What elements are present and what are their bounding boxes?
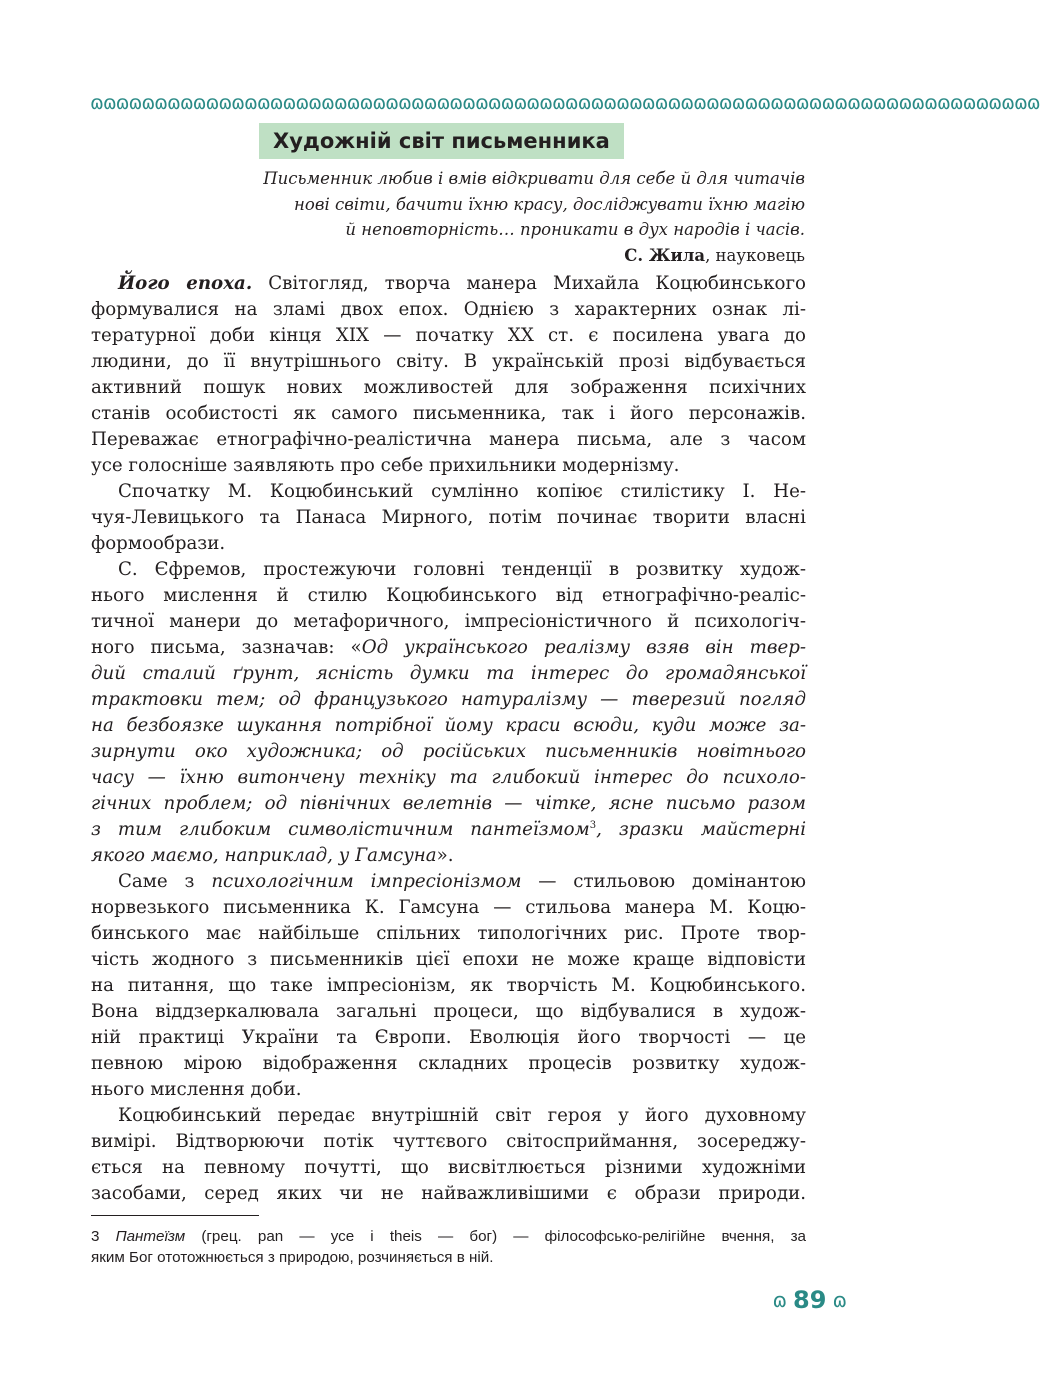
text-line: Переважає етнографічно-реалістична манера письма, але з часом bbox=[91, 429, 806, 450]
text-line: зирнути око художника; од російських письменників новітнього bbox=[91, 741, 806, 762]
epigraph-author bbox=[165, 243, 805, 269]
page-number-block bbox=[772, 1286, 847, 1314]
text-line: якого маємо, наприклад, у Гамсуна». bbox=[91, 845, 454, 866]
footnote-number: 3 bbox=[91, 1228, 116, 1245]
epigraph-author-role: , науковець bbox=[705, 245, 805, 265]
text-line: усе голосніше заявляють про себе прихильники модернізму. bbox=[91, 455, 680, 476]
footnote-ref[interactable]: 3 bbox=[589, 819, 597, 831]
text-line: на безбоязке шукання потрібної йому краси всюди, куди може за- bbox=[91, 715, 806, 736]
text-line: нього мислення доби. bbox=[91, 1079, 302, 1100]
paragraph bbox=[91, 271, 806, 479]
text-line: ного письма, зазначав: «Од українського реалізму взяв він твер- bbox=[91, 637, 806, 658]
text-line: дий сталий ґрунт, ясність думки та інтерес до громадянської bbox=[91, 663, 806, 684]
page-number: 89 bbox=[793, 1286, 827, 1314]
text-line: активний пошук нових можливостей для зображення психічних bbox=[91, 377, 806, 398]
text-line: людини, до її внутрішнього світу. В українській прозі відбувається bbox=[91, 351, 806, 372]
text-line: Саме з психологічним імпресіонізмом — стильовою домінантою bbox=[118, 871, 806, 892]
section-title: Художній світ письменника bbox=[273, 129, 610, 153]
text-line: С. Єфремов, простежуючи головні тенденції в розвитку худож- bbox=[118, 559, 806, 580]
footnote-line: яким Бог ототожнюється з природою, розчиняється в ній. bbox=[91, 1249, 494, 1266]
decorative-ornament-border: ɷɷɷɷɷɷɷɷɷɷɷɷɷɷɷɷɷɷɷɷɷɷɷɷɷɷɷɷɷɷɷɷɷɷɷɷɷɷɷɷɷɷɷɷɷɷɷɷɷɷɷɷɷɷɷɷɷɷɷɷɷɷɷɷɷɷɷɷɷɷɷɷɷɷ bbox=[90, 92, 1040, 114]
text-line: певною мірою відображення складних процесів розвитку худож- bbox=[91, 1053, 806, 1074]
ornament-right-icon: ɷ bbox=[832, 1288, 847, 1312]
text-line: бинського має найбільше спільних типологічних рис. Проте твор- bbox=[91, 923, 806, 944]
footnote-term: Пантеїзм bbox=[115, 1228, 186, 1245]
paragraph bbox=[91, 557, 806, 869]
text-line: гічних проблем; од північних велетнів — чітке, ясне письмо разом bbox=[91, 793, 806, 814]
epigraph-author-name: С. Жила bbox=[624, 245, 706, 265]
paragraph bbox=[91, 1103, 806, 1207]
text-line: станів особистості як самого письменника, так і його персонажів. bbox=[91, 403, 806, 424]
text-line: засобами, серед яких чи не найважливішими є образи природи. bbox=[91, 1183, 806, 1204]
text-line: часу — їхню витончену техніку та глибокий інтерес до психоло- bbox=[91, 767, 806, 788]
epigraph-line: й неповторність… проникати в дух народів і часів. bbox=[345, 220, 805, 239]
ornament-left-icon: ɷ bbox=[772, 1288, 788, 1312]
paragraph bbox=[91, 479, 806, 557]
paragraph-lead: Його епоха. bbox=[118, 273, 253, 294]
text-line: трактовки тем; од французького натуралізму — тверезий погляд bbox=[91, 689, 806, 710]
main-text bbox=[91, 271, 806, 1207]
text-line: ній практиці України та Європи. Еволюція його творчості — це bbox=[91, 1027, 806, 1048]
text-line: ється на певному почутті, що висвітлюється різними художніми bbox=[91, 1157, 806, 1178]
text-line: тературної доби кінця XIX — початку XX ст. є посилена увага до bbox=[91, 325, 806, 346]
epigraph bbox=[165, 166, 805, 268]
text-line: Вона віддзеркалювала загальні процеси, що відбувалися в худож- bbox=[91, 1001, 806, 1022]
text-line: чуя-Левицького та Панаса Мирного, потім починає творити власні bbox=[91, 507, 806, 528]
text-line: формообрази. bbox=[91, 533, 226, 554]
footnote-divider bbox=[91, 1215, 259, 1216]
text-line: Коцюбинський передає внутрішній світ героя у його духовному bbox=[118, 1105, 806, 1126]
text-line: формувалися на зламі двох епох. Однією з характерних ознак лі- bbox=[91, 299, 806, 320]
text-line: з тим глибоким символістичним пантеїзмом$^3$, зразки майстерні bbox=[91, 819, 807, 840]
text-line: на питання, що таке імпресіонізм, як творчість М. Коцюбинського. bbox=[91, 975, 806, 996]
text-line: норвезького письменника К. Гамсуна — стильова манера М. Коцю- bbox=[91, 897, 806, 918]
text-line: вимірі. Відтворюючи потік чуттєвого світосприймання, зосереджу- bbox=[91, 1131, 806, 1152]
footnote-line: 3 Пантеїзм (грец. pan — усе і theis — бог) — філософсько-релігійне вчення, за bbox=[91, 1228, 806, 1245]
text-line: Його епоха. Світогляд, творча манера Михайла Коцюбинського bbox=[118, 273, 806, 294]
text-line: чість жодного з письменників цієї епохи не може краще відповісти bbox=[91, 949, 806, 970]
epigraph-line: нові світи, бачити їхню красу, досліджувати їхню магію bbox=[294, 194, 805, 214]
paragraph bbox=[91, 869, 806, 1103]
epigraph-line: Письменник любив і вмів відкривати для себе й для читачів bbox=[263, 169, 805, 188]
text-line: нього мислення й стилю Коцюбинського від етнографічно-реаліс- bbox=[91, 585, 806, 606]
quote-text: Од українського реалізму взяв він твер- bbox=[361, 637, 806, 658]
term-emphasis: психологічним імпресіонізмом bbox=[211, 871, 522, 892]
text-line: тичної манери до метафоричного, імпресіоністичного й психологіч- bbox=[91, 611, 806, 632]
footnote bbox=[91, 1226, 806, 1268]
section-title-box bbox=[259, 123, 624, 159]
text-line: Спочатку М. Коцюбинський сумлінно копіює стилістику І. Не- bbox=[118, 481, 806, 502]
